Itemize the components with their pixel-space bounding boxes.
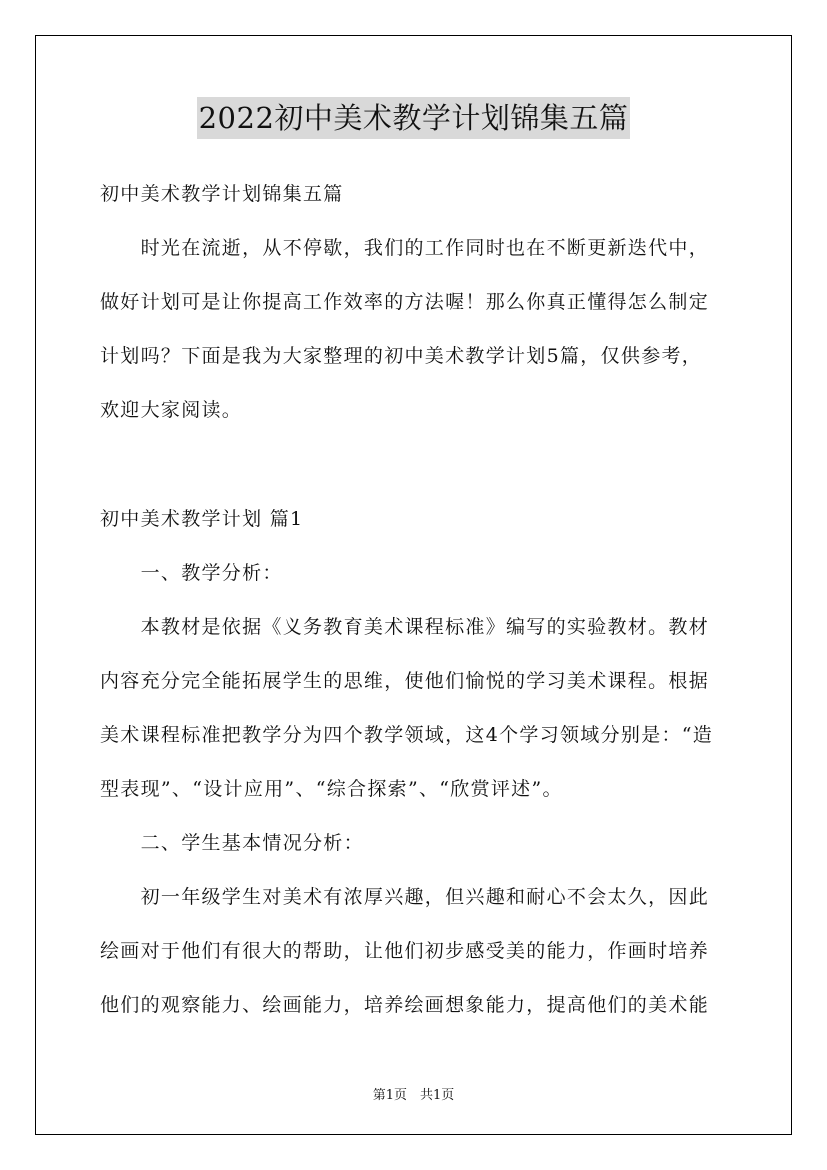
para1-line-2: 内容充分完全能拓展学生的思维，使他们愉悦的学习美术课程。根据 [100, 670, 710, 692]
para2-line-2: 绘画对于他们有很大的帮助，让他们初步感受美的能力，作画时培养 [100, 940, 710, 962]
intro-line-2: 做好计划可是让你提高工作效率的方法喔！那么你真正懂得怎么制定 [100, 291, 710, 313]
intro-line-1: 时光在流逝，从不停歇，我们的工作同时也在不断更新迭代中， [100, 237, 710, 259]
document-subtitle: 初中美术教学计划锦集五篇 [100, 183, 344, 205]
para2-line-1: 初一年级学生对美术有浓厚兴趣，但兴趣和耐心不会太久，因此 [100, 886, 710, 908]
section-heading: 初中美术教学计划 篇1 [100, 508, 304, 530]
intro-line-4: 欢迎大家阅读。 [100, 399, 243, 421]
para1-line-4: 型表现”、“设计应用”、“综合探索”、“欣赏评述”。 [100, 778, 563, 800]
heading-student-analysis: 二、学生基本情况分析： [100, 832, 364, 854]
intro-line-3: 计划吗？下面是我为大家整理的初中美术教学计划5篇，仅供参考， [100, 345, 703, 367]
document-title: 2022初中美术教学计划锦集五篇 [197, 97, 631, 139]
para1-line-1: 本教材是依据《义务教育美术课程标准》编写的实验教材。教材 [100, 616, 710, 638]
para2-line-3: 他们的观察能力、绘画能力，培养绘画想象能力，提高他们的美术能 [100, 994, 710, 1016]
title-container [0, 97, 827, 139]
para1-line-3: 美术课程标准把教学分为四个教学领域，这4个学习领域分别是：“造 [100, 724, 714, 746]
heading-teaching-analysis: 一、教学分析： [100, 562, 283, 584]
page-number-footer: 第1页 共1页 [372, 1088, 455, 1103]
